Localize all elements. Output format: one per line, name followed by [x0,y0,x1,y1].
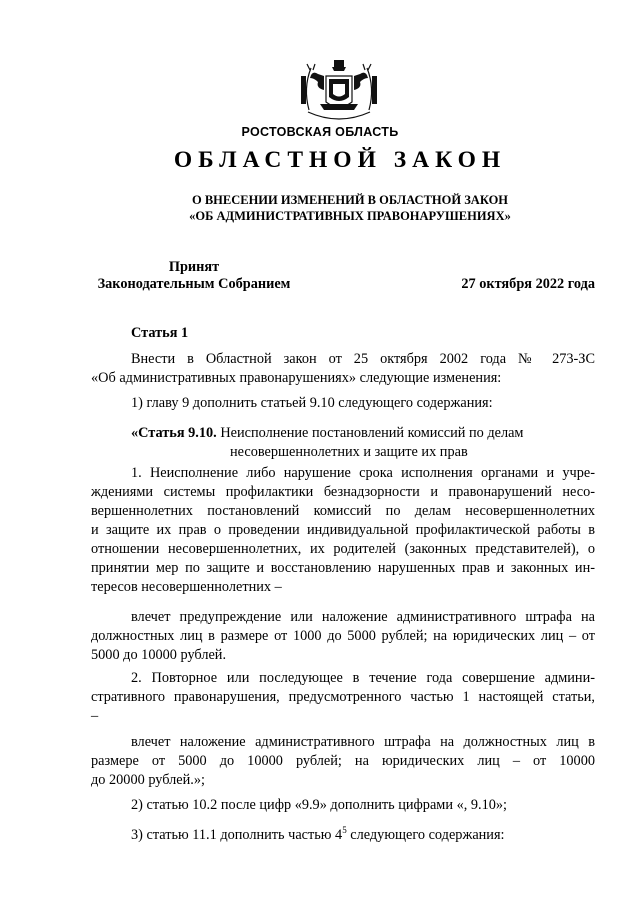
text-line: размере от 5000 до 10000 рублей; на юридических лиц – от 10000 [91,753,595,769]
adoption-date: 27 октября 2022 года [461,276,595,292]
sanction-part-1 [91,608,595,665]
article-heading: Статья 1 [131,325,189,341]
adopting-body: Законодательным Собранием [97,276,291,292]
subtitle-line: «ОБ АДМИНИСТРАТИВНЫХ ПРАВОНАРУШЕНИЯХ» [189,209,511,223]
sanction-part-2 [91,733,595,790]
new-article-title-cont: несовершеннолетних и защите их прав [230,444,468,460]
text-line: 2. Повторное или последующее в течение года совершение админи- [131,670,595,686]
coat-of-arms-emblem [296,56,382,122]
text-line: 5000 до 10000 рублей. [91,647,227,663]
text-line: тересов несовершеннолетних – [91,579,282,595]
text-line: стративного правонарушения, предусмотренного частью 1 настоящей статьи, [91,689,595,705]
text-line: должностных лиц в размере от 1000 до 5000 рублей; на юридических лиц – от [91,628,595,644]
text-line: Внести в Областной закон от 25 октября 2002 года № 273-ЗС [131,351,595,367]
adoption-block [84,259,304,293]
text-line: до 20000 рублей.»; [91,772,205,788]
text-line: отношении несовершеннолетних, их родителей (законных представителей), о [91,541,595,557]
new-article-label: «Статья 9.10. [131,425,217,441]
paragraph-part-1 [91,464,595,597]
text-line: влечет предупреждение или наложение административного штрафа на [131,609,595,625]
subtitle-line: О ВНЕСЕНИИ ИЗМЕНЕНИЙ В ОБЛАСТНОЙ ЗАКОН [191,193,509,207]
new-article-heading [131,424,601,462]
text-line: вершеннолетних постановлений комиссий по делам несовершеннолетних [91,503,595,519]
law-subtitle [0,192,640,224]
text-line: влечет наложение административного штрафа на должностных лиц в [131,734,595,750]
law-title: ОБЛАСТНОЙ ЗАКОН [173,147,507,173]
paragraph-part-2 [91,669,595,726]
amendment-item-3 [131,826,635,845]
item3-text: 3) статью 11.1 дополнить частью 4 [131,827,343,843]
text-line: – [91,708,99,724]
region-name: РОСТОВСКАЯ ОБЛАСТЬ [241,125,399,139]
article-intro [91,350,595,388]
amendment-item-2: 2) статью 10.2 после цифр «9.9» дополнить цифрами «, 9.10»; [131,797,508,813]
text-line: 1. Неисполнение либо нарушение срока исполнения органами и учре- [131,465,595,481]
amendment-item-1: 1) главу 9 дополнить статьей 9.10 следующего содержания: [131,395,493,411]
text-line: ждениями системы профилактики безнадзорности и правонарушений несо- [91,484,595,500]
text-line: «Об административных правонарушениях» следующие изменения: [91,370,502,386]
item3-superscript: 5 [342,825,347,836]
new-article-title: Неисполнение постановлений комиссий по делам [216,425,524,441]
adopted-label: Принят [168,259,220,275]
item3-text-end: следующего содержания: [346,827,505,843]
text-line: и защите их прав о проведении индивидуальной профилактической работы в [91,522,595,538]
text-line: принятии мер по защите и восстановлению нарушенных прав и законных ин- [91,560,595,576]
